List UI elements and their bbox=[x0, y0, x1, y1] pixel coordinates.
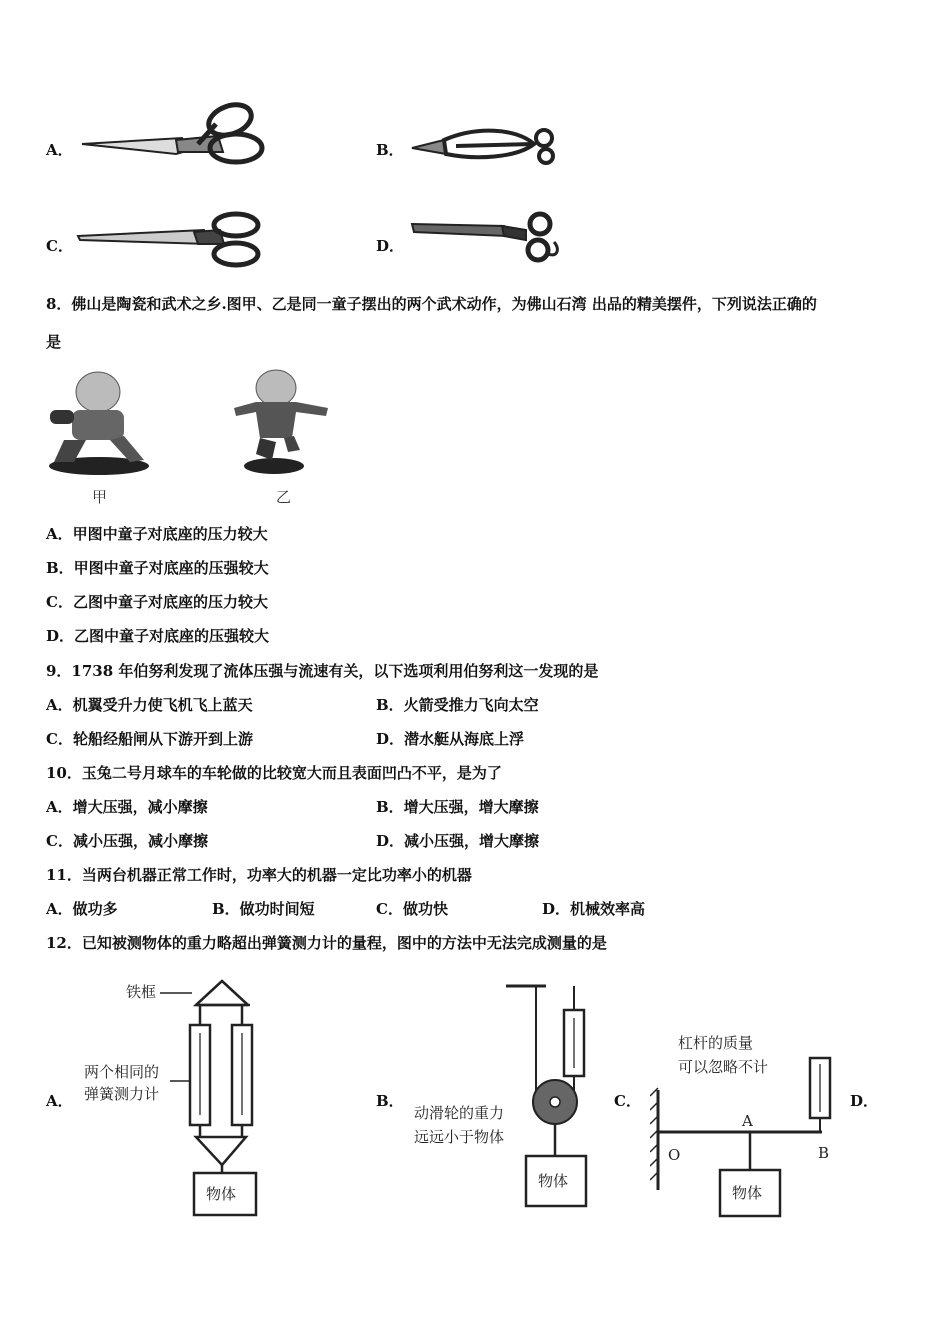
q10-option-b: B．增大压强，增大摩擦 bbox=[376, 798, 539, 816]
fig-c-label-line1: 杠杆的质量 bbox=[678, 1034, 754, 1052]
q7-option-b-label: B． bbox=[376, 141, 404, 159]
fig-c-point-o: O bbox=[668, 1146, 681, 1164]
q11-option-c: C．做功快 bbox=[376, 900, 448, 918]
fig-b-label-line2: 远远小于物体 bbox=[414, 1128, 505, 1146]
q11-option-d: D．机械效率高 bbox=[542, 900, 646, 918]
q11-option-a: A．做功多 bbox=[46, 900, 118, 918]
scissors-a-image bbox=[78, 100, 268, 175]
fig-c-object-label: 物体 bbox=[732, 1184, 763, 1202]
fig-b-object-label: 物体 bbox=[538, 1172, 569, 1190]
q10-option-a: A．增大压强，减小摩擦 bbox=[46, 798, 208, 816]
q9-option-d: D．潜水艇从海底上浮 bbox=[376, 730, 525, 748]
figurine-jia-image bbox=[44, 370, 154, 480]
q11-stem: 11．当两台机器正常工作时，功率大的机器一定比功率小的机器 bbox=[46, 866, 472, 884]
q7-option-a-label: A． bbox=[46, 141, 73, 159]
caption-yi: 乙 bbox=[276, 488, 292, 506]
scissors-c-image bbox=[74, 210, 269, 270]
figure-c-lever bbox=[650, 1030, 845, 1225]
q8-option-d: D．乙图中童子对底座的压强较大 bbox=[46, 627, 270, 645]
fig-a-object-label: 物体 bbox=[206, 1185, 237, 1203]
q7-option-c-label: C． bbox=[46, 237, 73, 255]
fig-c-point-b: B bbox=[818, 1144, 830, 1162]
figure-a-spring-scales bbox=[80, 975, 280, 1220]
q11-option-b: B．做功时间短 bbox=[212, 900, 315, 918]
scissors-b-image bbox=[406, 118, 556, 173]
q12-option-d-label: D． bbox=[850, 1092, 879, 1110]
q9-option-b: B．火箭受推力飞向太空 bbox=[376, 696, 539, 714]
q8-option-a: A．甲图中童子对底座的压力较大 bbox=[46, 525, 268, 543]
scissors-d-image bbox=[408, 208, 568, 266]
fig-a-label-line1: 两个相同的 bbox=[84, 1063, 160, 1081]
q12-option-c-label: C． bbox=[614, 1092, 641, 1110]
q12-stem: 12．已知被测物体的重力略超出弹簧测力计的量程，图中的方法中无法完成测量的是 bbox=[46, 934, 607, 952]
q8-option-b: B．甲图中童子对底座的压强较大 bbox=[46, 559, 269, 577]
q8-stem-line2: 是 bbox=[46, 333, 62, 351]
figurine-yi-image bbox=[226, 368, 336, 480]
figure-b-pulley bbox=[410, 980, 610, 1220]
q9-option-c: C．轮船经船闸从下游开到上游 bbox=[46, 730, 253, 748]
fig-c-label-line2: 可以忽略不计 bbox=[678, 1058, 769, 1076]
q12-option-b-label: B． bbox=[376, 1092, 404, 1110]
fig-a-label-line2: 弹簧测力计 bbox=[84, 1085, 160, 1103]
q9-stem: 9．1738 年伯努利发现了流体压强与流速有关，以下选项利用伯努利这一发现的是 bbox=[46, 662, 599, 680]
q12-option-a-label: A． bbox=[46, 1092, 73, 1110]
q8-stem-line1: 8．佛山是陶瓷和武术之乡.图甲、乙是同一童子摆出的两个武术动作，为佛山石湾 出品的精美摆件，下列说法正确的 bbox=[46, 295, 817, 313]
caption-jia: 甲 bbox=[92, 488, 108, 506]
fig-a-frame-label: 铁框 bbox=[126, 983, 157, 1001]
fig-c-point-a: A bbox=[742, 1112, 753, 1130]
q10-stem: 10．玉兔二号月球车的车轮做的比较宽大而且表面凹凸不平，是为了 bbox=[46, 764, 502, 782]
q10-option-d: D．减小压强，增大摩擦 bbox=[376, 832, 540, 850]
q7-option-d-label: D． bbox=[376, 237, 405, 255]
q9-option-a: A．机翼受升力使飞机飞上蓝天 bbox=[46, 696, 253, 714]
q8-option-c: C．乙图中童子对底座的压力较大 bbox=[46, 593, 268, 611]
q10-option-c: C．减小压强，减小摩擦 bbox=[46, 832, 208, 850]
fig-b-label-line1: 动滑轮的重力 bbox=[414, 1104, 505, 1122]
